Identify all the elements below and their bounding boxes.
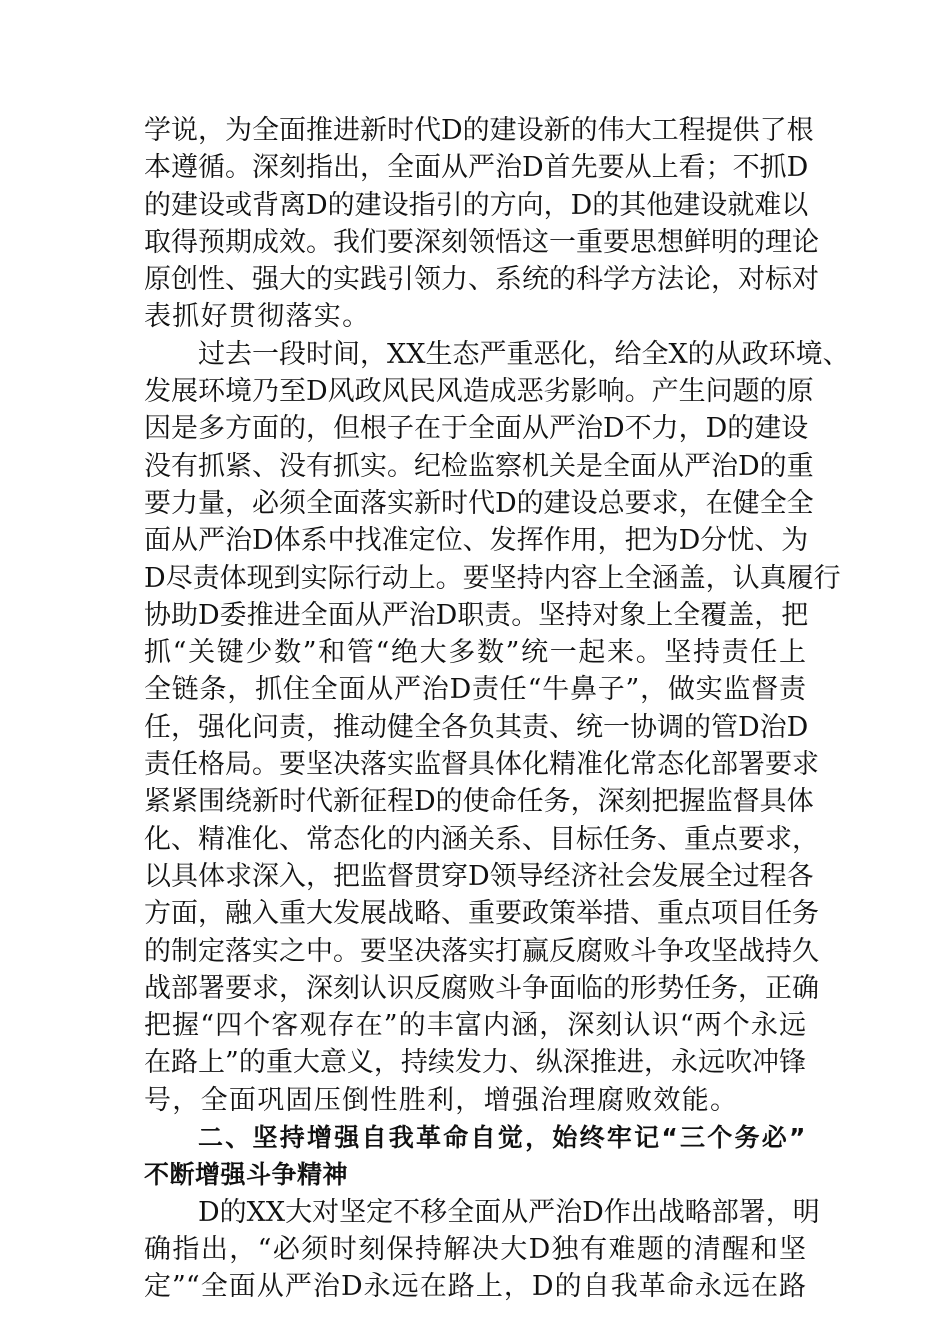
heading-line: 二、坚持增强自我革命自觉，始终牢记“三个务必” <box>198 1123 806 1153</box>
text-line: 因是多方面的，但根子在于全面从严治D不力，D的建设 <box>144 413 809 445</box>
document-page <box>144 112 850 1306</box>
text-line: 任，强化问责，推动健全各负其责、统一协调的管D治D <box>144 711 809 743</box>
text-line: 协助D委推进全面从严治D职责。坚持对象上全覆盖，把 <box>144 599 809 631</box>
text-line: D的XX大对坚定不移全面从严治D作出战略部署，明 <box>198 1196 820 1228</box>
text-line: 把握“四个客观存在”的丰富内涵，深刻认识“两个永远 <box>144 1010 806 1042</box>
text-line: 学说，为全面推进新时代D的建设新的伟大工程提供了根 <box>144 115 814 146</box>
text-line: 在路上”的重大意义，持续发力、纵深推进，永远吹冲锋 <box>144 1047 806 1079</box>
heading-line: 不断增强斗争精神 <box>144 1160 349 1190</box>
text-line: 发展环境乃至D风政风民风造成恶劣影响。产生问题的原 <box>144 376 814 408</box>
text-line: D尽责体现到实际行动上。要坚持内容上全涵盖，认真履行 <box>144 562 841 594</box>
text-line: 方面，融入重大发展战略、重要政策举措、重点项目任务 <box>144 898 819 930</box>
text-line: 取得预期成效。我们要深刻领悟这一重要思想鲜明的理论 <box>144 226 819 258</box>
text-line: 表抓好贯彻落实。 <box>144 301 371 333</box>
text-line: 定”“全面从严治D永远在路上，D的自我革命永远在路 <box>144 1271 806 1303</box>
text-line: 的制定落实之中。要坚决落实打赢反腐败斗争攻坚战持久 <box>144 935 819 967</box>
text-line: 面从严治D体系中找准定位、发挥作用，把为D分忧、为 <box>144 525 809 557</box>
text-line: 责任格局。要坚决落实监督具体化精准化常态化部署要求 <box>144 749 819 781</box>
text-line: 战部署要求，深刻认识反腐败斗争面临的形势任务，正确 <box>144 972 819 1004</box>
text-line: 的建设或背离D的建设指引的方向，D的其他建设就难以 <box>144 189 809 221</box>
text-line: 原创性、强大的实践引领力、系统的科学方法论，对标对 <box>144 264 819 296</box>
text-line: 全链条，抓住全面从严治D责任“牛鼻子”，做实监督责 <box>144 674 806 706</box>
paragraph-1 <box>144 112 819 336</box>
text-line: 确指出，“必须时刻保持解决大D独有难题的清醒和坚 <box>144 1233 806 1265</box>
section-heading <box>144 1119 806 1194</box>
text-line: 以具体求深入，把监督贯穿D领导经济社会发展全过程各 <box>144 860 814 892</box>
paragraph-3 <box>144 1194 820 1306</box>
text-line: 化、精准化、常态化的内涵关系、目标任务、重点要求， <box>144 823 819 855</box>
text-line: 没有抓紧、没有抓实。纪检监察机关是全面从严治D的重 <box>144 450 814 482</box>
text-line: 要力量，必须全面落实新时代D的建设总要求，在健全全 <box>144 487 814 519</box>
text-line: 本遵循。深刻指出，全面从严治D首先要从上看；不抓D <box>144 152 809 184</box>
text-line: 过去一段时间，XX生态严重恶化，给全X的从政环境、 <box>198 338 850 370</box>
paragraph-2 <box>144 336 850 1119</box>
text-line: 号，全面巩固压倒性胜利，增强治理腐败效能。 <box>144 1084 739 1116</box>
text-line: 紧紧围绕新时代新征程D的使命任务，深刻把握监督具体 <box>144 786 814 818</box>
text-line: 抓“关键少数”和管“绝大多数”统一起来。坚持责任上 <box>144 637 806 669</box>
